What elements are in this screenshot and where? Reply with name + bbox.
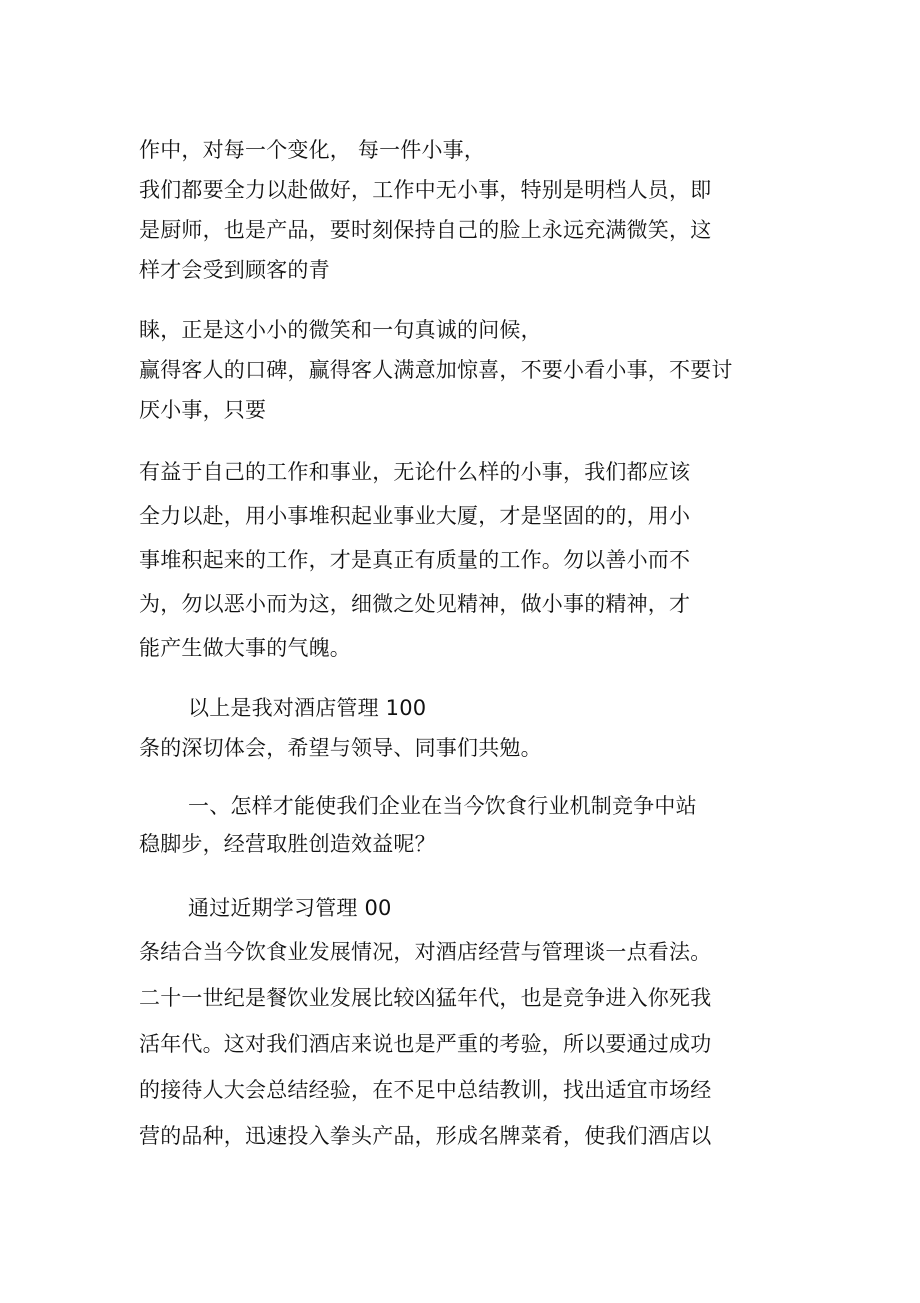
text-line: 条结合当今饮食业发展情况，对酒店经营与管理谈一点看法。	[139, 940, 712, 964]
text-line: 厌小事，只要	[139, 398, 267, 422]
text-line: 有益于自己的工作和事业，无论什么样的小事，我们都应该	[139, 460, 691, 484]
text-line: 活年代。这对我们酒店来说也是严重的考验，所以要通过成功	[139, 1032, 712, 1056]
text-line: 二十一世纪是餐饮业发展比较凶猛年代，也是竞争进入你死我	[139, 986, 712, 1010]
text-line: 为，勿以恶小而为这，细微之处见精神，做小事的精神，才	[139, 592, 691, 616]
text-line: 赢得客人的口碑，赢得客人满意加惊喜，不要小看小事，不要讨	[139, 358, 733, 382]
text-line: 营的品种，迅速投入拳头产品，形成名牌菜肴，使我们酒店以	[139, 1124, 712, 1148]
text-line: 稳脚步，经营取胜创造效益呢？	[139, 832, 436, 856]
text-line: 事堆积起来的工作，才是真正有质量的工作。勿以善小而不	[139, 548, 691, 572]
text-line: 能产生做大事的气魄。	[139, 636, 351, 660]
text-line: 我们都要全力以赴做好，工作中无小事，特别是明档人员，即	[139, 178, 712, 202]
text-line: 作中，对每一个变化， 每一件小事，	[139, 138, 486, 162]
text-line: 全力以赴，用小事堆积起业事业大厦，才是坚固的的，用小	[139, 504, 691, 528]
text-line: 是厨师，也是产品，要时刻保持自己的脸上永远充满微笑，这	[139, 218, 712, 242]
text-line: 的接待人大会总结经验，在不足中总结教训，找出适宜市场经	[139, 1078, 712, 1102]
text-line: 一、怎样才能使我们企业在当今饮食行业机制竞争中站	[188, 794, 697, 818]
text-line: 睐，正是这小小的微笑和一句真诚的问候，	[139, 318, 542, 342]
text-line: 通过近期学习管理 00	[188, 896, 392, 920]
text-line: 样才会受到顾客的青	[139, 258, 330, 282]
text-line: 以上是我对酒店管理 100	[188, 696, 427, 720]
text-line: 条的深切体会，希望与领导、同事们共勉。	[139, 736, 542, 760]
